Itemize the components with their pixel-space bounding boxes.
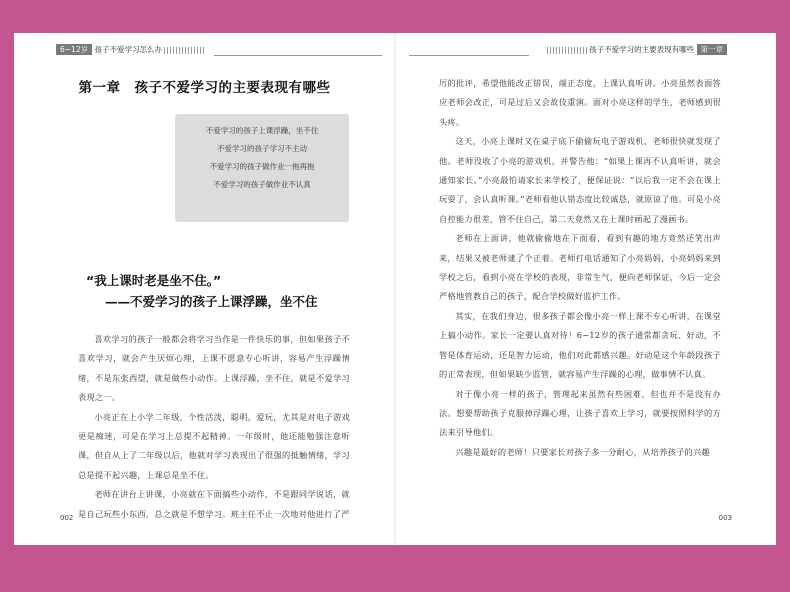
left-running-header bbox=[56, 44, 204, 55]
paragraph: 对于像小亮一样的孩子，管理起来虽然有些困难，但也并不是没有办法。想要帮助孩子克服掉浮躁心理，让孩子喜欢上学习，就要按照科学的方法来引导他们。 bbox=[439, 388, 721, 438]
paragraph: 老师在讲台上讲课，小亮就在下面搞些小动作，不是跟同学说话，就是自己玩些小东西，总之就是不想学习。班主任不止一次地对他进行了严 bbox=[78, 489, 350, 519]
section-quote: “我上课时老是坐不住。” bbox=[86, 273, 222, 288]
left-header-rule bbox=[214, 55, 382, 56]
header-stripe-ornament bbox=[547, 47, 587, 54]
summary-item: 不爱学习的孩子做作业一拖再拖 bbox=[209, 162, 315, 171]
summary-item: 不爱学习的孩子上课浮躁，坐不住 bbox=[205, 126, 319, 135]
paragraph: 老师在上面讲，他就偷偷地在下面看，看到有趣的地方竟然还笑出声来，结果又被老师逮了个正着。老师打电话通知了小亮妈妈，小亮妈妈来到学校之后，看到小亮在学校的表现，非常生气，便向老师保证，今后一定会严格地管教自己的孩子，配合学校做好监护工作。 bbox=[439, 233, 721, 302]
paragraph: 厉的批评，希望他能改正错误，端正态度，上课认真听讲。小亮虽然表面答应老师会改正，可是过后又会故伎重演。面对小亮这样的学生，老师感到很头疼。 bbox=[439, 78, 721, 127]
page-number-left: 002 bbox=[60, 514, 74, 522]
paragraph: 小亮正在上小学二年级，个性活泼，聪明，爱玩，尤其是对电子游戏更是痴迷，可是在学习上总提不起精神。一年级时，他还能勉强注意听课，但自从上了二年级以后，他就对学习表现出了很强的抵触情绪，学习总是提不起兴趣，上课总是坐不住。 bbox=[78, 411, 350, 480]
right-header-title: 孩子不爱学习的主要表现有哪些 bbox=[589, 45, 695, 54]
chapter-title: 第一章 孩子不爱学习的主要表现有哪些 bbox=[78, 80, 331, 96]
left-header-age-tag: 6~12岁 bbox=[56, 44, 92, 55]
paragraph: 喜欢学习的孩子一般都会将学习当作是一件快乐的事，但如果孩子不喜欢学习，就会产生厌烦心理，上课不愿意专心听讲，容易产生浮躁情绪，不是东张西望，就是做些小动作。上课浮躁，坐不住，就是不爱学习表现之一。 bbox=[78, 334, 350, 403]
paragraph: 兴趣是最好的老师！只要家长对孩子多一分耐心，从培养孩子的兴趣 bbox=[455, 446, 711, 457]
right-page bbox=[395, 33, 776, 545]
section-subtitle: ——不爱学习的孩子上课浮躁，坐不住 bbox=[105, 294, 318, 309]
paragraph: 其实，在我们身边，很多孩子都会像小亮一样上课不专心听讲，在课堂上搞小动作。家长一定要认真对待！6~12岁的孩子通常都贪玩、好动，不管是体育运动，还是智力运动，他们对此都感兴趣。好动是这个年龄段孩子的正常表现，但如果缺少监管，就容易产生浮躁的心理，做事情不认真。 bbox=[439, 310, 721, 380]
summary-item: 不爱学习的孩子学习不主动 bbox=[217, 144, 307, 153]
header-stripe-ornament bbox=[164, 47, 204, 54]
right-running-header bbox=[547, 44, 727, 55]
paragraph: 这天，小亮上课时又在桌子底下偷偷玩电子游戏机，老师很快就发现了他。老师没收了小亮的游戏机，并警告他：“如果上课再不认真听讲，就会通知家长。”小亮最怕请家长来学校了，便保证说：“以后我一定不会在课上玩耍了，会认真听课。”老师看他认错态度比较诚恳，就原谅了他。可是小亮自控能力很差，管不住自己，第二天竟然又在上课时画起了漫画书。 bbox=[439, 136, 721, 224]
right-header-rule bbox=[409, 55, 529, 56]
right-body-text bbox=[439, 74, 721, 462]
book-spread bbox=[14, 33, 776, 545]
left-body-text bbox=[78, 330, 350, 524]
chapter-summary-box bbox=[175, 114, 349, 222]
right-header-chapter-tag: 第一章 bbox=[697, 44, 728, 55]
page-number-right: 003 bbox=[718, 514, 732, 522]
left-header-title: 孩子不爱学习怎么办 bbox=[94, 45, 162, 54]
left-page bbox=[14, 33, 395, 545]
summary-item: 不爱学习的孩子做作业不认真 bbox=[213, 180, 311, 189]
